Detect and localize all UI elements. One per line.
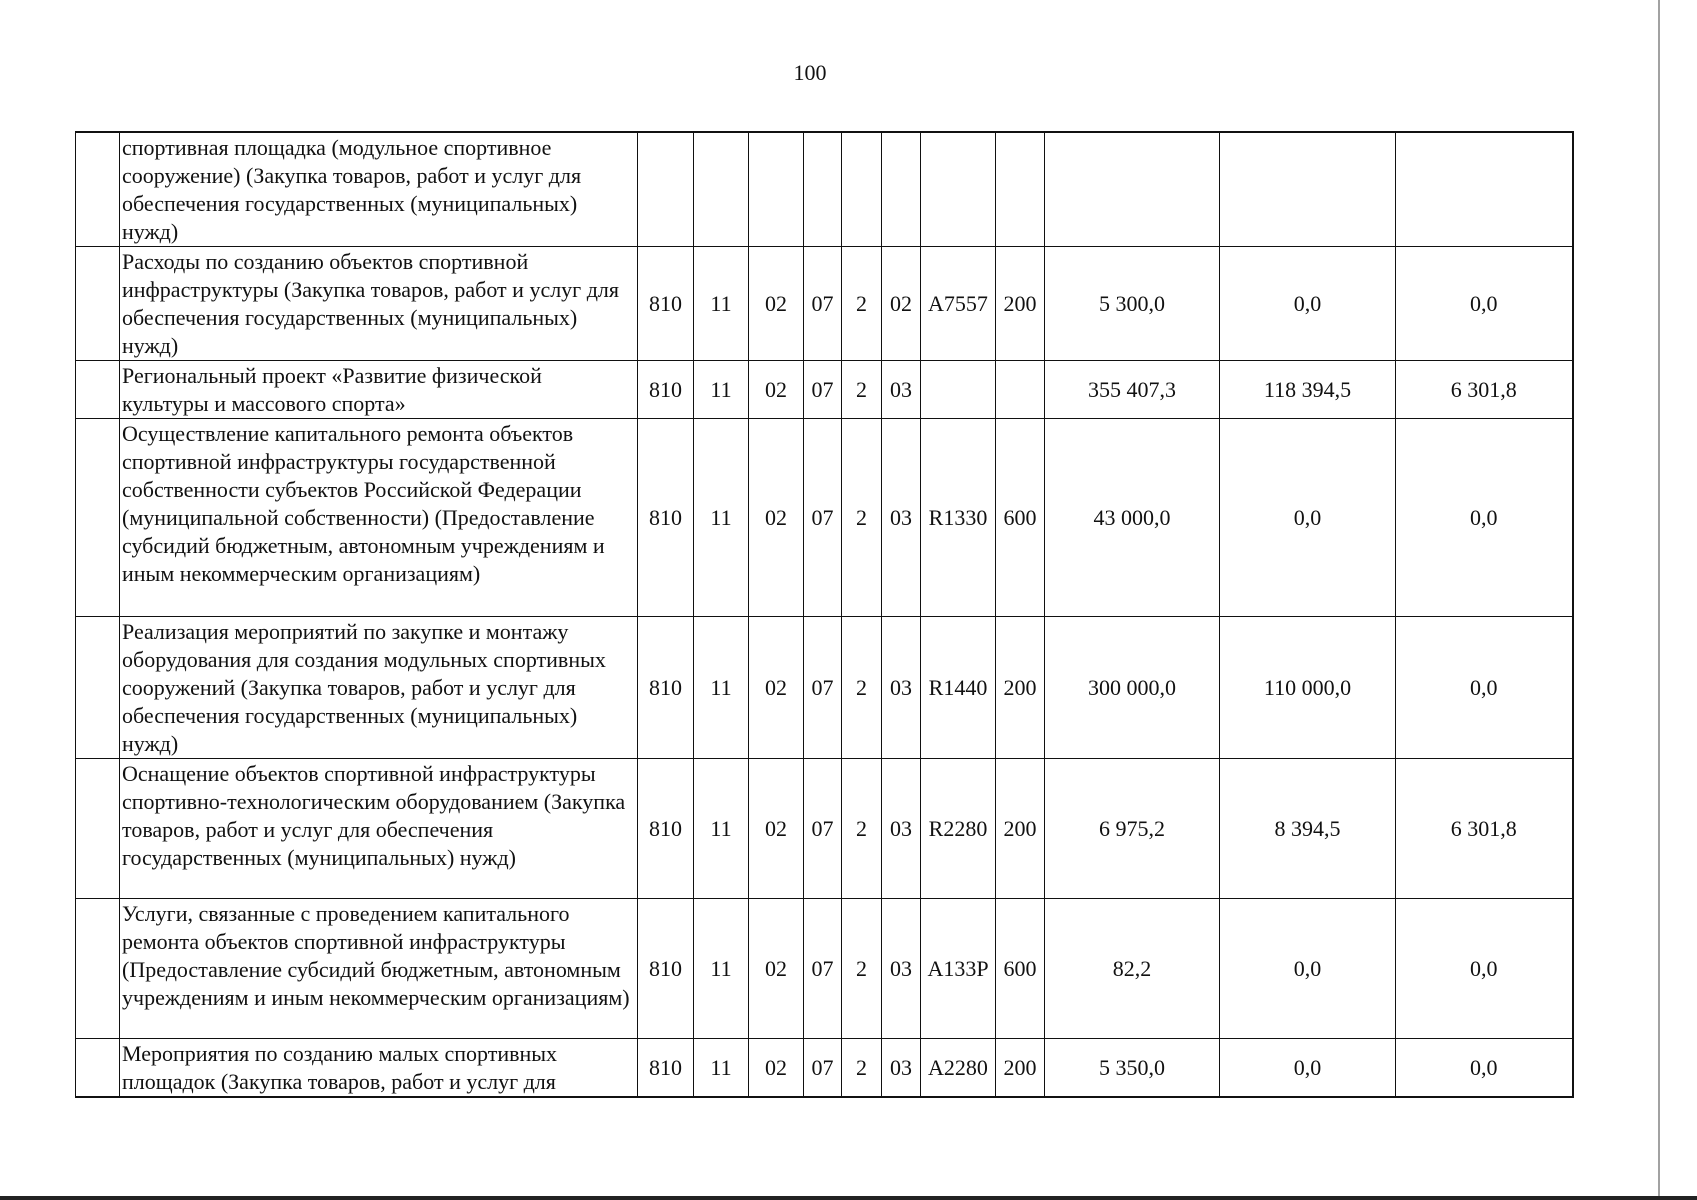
scan-edge-right [1658, 0, 1660, 1200]
subprogram-code: 2 [842, 617, 882, 759]
section-code: 11 [694, 899, 749, 1039]
section-code: 11 [694, 361, 749, 419]
table-row [76, 132, 1573, 247]
subsection-code: 02 [749, 899, 804, 1039]
section-code: 11 [694, 247, 749, 361]
program-code: 07 [804, 759, 842, 899]
program-code: 07 [804, 617, 842, 759]
chapter-code: 810 [638, 247, 694, 361]
program-code: 07 [804, 1039, 842, 1098]
section-code: 11 [694, 419, 749, 617]
direction-code: R1440 [921, 617, 996, 759]
amount-year-2 [1220, 132, 1396, 247]
amount-year-1: 300 000,0 [1045, 617, 1220, 759]
subprogram-code: 2 [842, 759, 882, 899]
chapter-code: 810 [638, 759, 694, 899]
chapter-code: 810 [638, 617, 694, 759]
budget-table [75, 131, 1574, 1098]
row-number-cell [76, 247, 120, 361]
project-code: 03 [882, 617, 921, 759]
table-row [76, 419, 1573, 617]
section-code [694, 132, 749, 247]
program-code: 07 [804, 247, 842, 361]
amount-year-2: 0,0 [1220, 419, 1396, 617]
row-number-cell [76, 899, 120, 1039]
chapter-code: 810 [638, 361, 694, 419]
subprogram-code: 2 [842, 1039, 882, 1098]
page-number: 100 [793, 60, 827, 85]
table-row [76, 1039, 1573, 1098]
subsection-code [749, 132, 804, 247]
expense-type-code [996, 132, 1045, 247]
project-code: 03 [882, 759, 921, 899]
amount-year-1: 43 000,0 [1045, 419, 1220, 617]
subsection-code: 02 [749, 419, 804, 617]
expense-type-code: 200 [996, 617, 1045, 759]
program-code: 07 [804, 419, 842, 617]
row-description: Региональный проект «Развитие физической культуры и массового спорта» [120, 361, 638, 419]
subprogram-code: 2 [842, 247, 882, 361]
row-description: Расходы по созданию объектов спортивной инфраструктуры (Закупка товаров, работ и услуг для обеспечения государственных (муниципальных) нужд) [120, 247, 638, 361]
program-code: 07 [804, 361, 842, 419]
row-number-cell [76, 1039, 120, 1098]
amount-year-1: 355 407,3 [1045, 361, 1220, 419]
row-number-cell [76, 361, 120, 419]
table-row [76, 899, 1573, 1039]
subsection-code: 02 [749, 247, 804, 361]
table-row [76, 759, 1573, 899]
expense-type-code: 200 [996, 247, 1045, 361]
project-code: 02 [882, 247, 921, 361]
row-description: спортивная площадка (модульное спортивное сооружение) (Закупка товаров, работ и услуг для обеспечения государственных (муниципальных) нужд) [120, 132, 638, 247]
program-code: 07 [804, 899, 842, 1039]
project-code: 03 [882, 1039, 921, 1098]
direction-code: R1330 [921, 419, 996, 617]
amount-year-3 [1396, 132, 1573, 247]
amount-year-1 [1045, 132, 1220, 247]
amount-year-1: 82,2 [1045, 899, 1220, 1039]
subprogram-code: 2 [842, 419, 882, 617]
chapter-code: 810 [638, 899, 694, 1039]
row-description: Мероприятия по созданию малых спортивных площадок (Закупка товаров, работ и услуг для [120, 1039, 638, 1098]
project-code: 03 [882, 419, 921, 617]
subprogram-code: 2 [842, 899, 882, 1039]
chapter-code: 810 [638, 419, 694, 617]
amount-year-3: 0,0 [1396, 1039, 1573, 1098]
table-row [76, 247, 1573, 361]
row-description: Оснащение объектов спортивной инфраструктуры спортивно-технологическим оборудованием (Закупка товаров, работ и услуг для обеспечения государственных (муниципальных) нужд) [120, 759, 638, 899]
amount-year-2: 110 000,0 [1220, 617, 1396, 759]
amount-year-2: 8 394,5 [1220, 759, 1396, 899]
subprogram-code [842, 132, 882, 247]
amount-year-2: 0,0 [1220, 899, 1396, 1039]
amount-year-3: 0,0 [1396, 419, 1573, 617]
direction-code: A7557 [921, 247, 996, 361]
direction-code: A133P [921, 899, 996, 1039]
expense-type-code: 600 [996, 899, 1045, 1039]
amount-year-1: 6 975,2 [1045, 759, 1220, 899]
amount-year-2: 118 394,5 [1220, 361, 1396, 419]
direction-code [921, 361, 996, 419]
section-code: 11 [694, 1039, 749, 1098]
row-description: Реализация мероприятий по закупке и монтажу оборудования для создания модульных спортивных сооружений (Закупка товаров, работ и услуг для обеспечения государственных (муниципальных) нужд) [120, 617, 638, 759]
expense-type-code [996, 361, 1045, 419]
row-number-cell [76, 132, 120, 247]
amount-year-2: 0,0 [1220, 247, 1396, 361]
project-code: 03 [882, 899, 921, 1039]
amount-year-1: 5 300,0 [1045, 247, 1220, 361]
table-row [76, 617, 1573, 759]
row-number-cell [76, 617, 120, 759]
amount-year-3: 6 301,8 [1396, 361, 1573, 419]
chapter-code: 810 [638, 1039, 694, 1098]
expense-type-code: 600 [996, 419, 1045, 617]
amount-year-3: 6 301,8 [1396, 759, 1573, 899]
subsection-code: 02 [749, 759, 804, 899]
subsection-code: 02 [749, 361, 804, 419]
expense-type-code: 200 [996, 759, 1045, 899]
amount-year-3: 0,0 [1396, 247, 1573, 361]
subprogram-code: 2 [842, 361, 882, 419]
budget-rows [76, 132, 1573, 1097]
project-code: 03 [882, 361, 921, 419]
expense-type-code: 200 [996, 1039, 1045, 1098]
row-number-cell [76, 759, 120, 899]
project-code [882, 132, 921, 247]
direction-code [921, 132, 996, 247]
direction-code: A2280 [921, 1039, 996, 1098]
chapter-code [638, 132, 694, 247]
amount-year-3: 0,0 [1396, 617, 1573, 759]
amount-year-3: 0,0 [1396, 899, 1573, 1039]
section-code: 11 [694, 759, 749, 899]
row-description: Услуги, связанные с проведением капитального ремонта объектов спортивной инфраструктуры (Предоставление субсидий бюджетным, автономным учреждениям и иным некоммерческим организациям) [120, 899, 638, 1039]
subsection-code: 02 [749, 617, 804, 759]
row-number-cell [76, 419, 120, 617]
program-code [804, 132, 842, 247]
scan-edge-bottom [0, 1196, 1697, 1200]
amount-year-2: 0,0 [1220, 1039, 1396, 1098]
table-row [76, 361, 1573, 419]
section-code: 11 [694, 617, 749, 759]
row-description: Осуществление капитального ремонта объектов спортивной инфраструктуры государственной собственности субъектов Российской Федерации (муниципальной собственности) (Предоставление субсидий бюджетным, автономным учреждениям и иным некоммерческим организациям) [120, 419, 638, 617]
direction-code: R2280 [921, 759, 996, 899]
amount-year-1: 5 350,0 [1045, 1039, 1220, 1098]
subsection-code: 02 [749, 1039, 804, 1098]
